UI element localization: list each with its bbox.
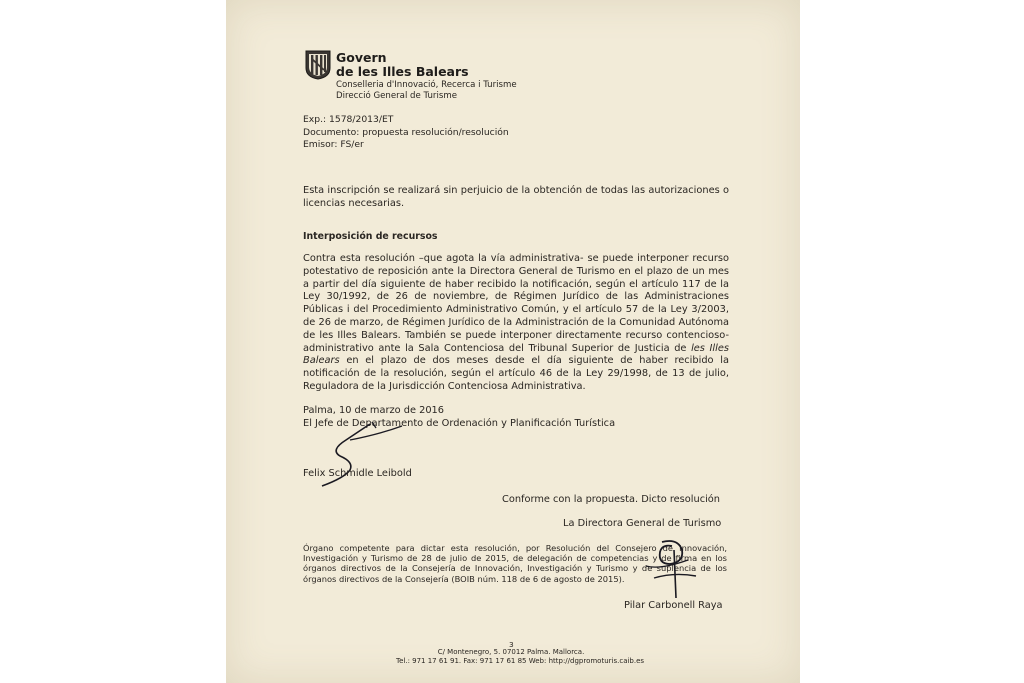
competence-footnote: Órgano competente para dictar esta resolución, por Resolución del Consejero de Innovación, Investigación y Turismo de 28 de julio de 2015, de delegación de competencias y de firma en los órganos directivos de la Consejería de Innovación, Investigación y Turismo y de suplencia de los órganos directivos de la Consejería (BOIB núm. 118 de 6 de agosto de 2015). <box>303 543 727 584</box>
paragraph-recursos-part1: Contra esta resolución –que agota la vía administrativa- se puede interponer recurso potestativo de reposición ante la Directora General de Turismo en el plazo de un mes a partir del día siguiente de haber recibido la notificación, según el artículo 117 de la Ley 30/1992, de 26 de noviembre, de Régimen Jurídico de las Administraciones Públicas i del Procedimiento Administrativo Común, y el artículo 57 de la Ley 3/2003, de 26 de marzo, de Régimen Jurídico de la Administración de la Comunidad Autónoma de les Illes Balears. También se puede interponer directamente recurso contencioso-administrativo ante la Sala Contenciosa del Tribunal Superior de Justicia de <box>303 253 729 354</box>
approval-line: Conforme con la propuesta. Dicto resolución <box>502 494 721 505</box>
document-type: Documento: propuesta resolución/resolución <box>303 126 509 138</box>
paragraph-recursos <box>303 253 729 394</box>
department-line1: Conselleria d'Innovació, Recerca i Turisme <box>336 80 517 90</box>
footer-contact: Tel.: 971 17 61 91. Fax: 971 17 61 85 Web: http://dgpromoturis.caib.es <box>396 657 645 665</box>
org-name-line1: Govern <box>336 50 387 65</box>
paragraph-recursos-part2: en el plazo de dos meses desde el día siguiente de haber recibido la notificación de la resolución, según el artículo 46 de la Ley 29/1998, de 13 de julio, Reguladora de la Jurisdicción Contenciosa Administrativa. <box>303 355 729 392</box>
signature-block-1 <box>303 404 615 430</box>
emisor: Emisor: FS/er <box>303 139 364 150</box>
page-number: 3 <box>509 640 514 649</box>
balearic-coat-of-arms-icon <box>305 50 331 80</box>
org-name <box>336 51 469 79</box>
paragraph-inscription: Esta inscripción se realizará sin perjuicio de la obtención de todas las autorizaciones o licencias necesarias. <box>303 185 729 209</box>
place-date: Palma, 10 de marzo de 2016 <box>303 405 445 416</box>
org-name-line2: de les Illes Balears <box>336 64 469 79</box>
signer1-name: Felix Schmidle Leibold <box>303 468 412 479</box>
footer-address: C/ Montenegro, 5. 07012 Palma. Mallorca. <box>437 648 585 656</box>
signer2-name: Pilar Carbonell Raya <box>624 600 723 611</box>
section-heading: Interposición de recursos <box>303 231 438 242</box>
paragraph-recursos-italic: les Illes Balears <box>303 342 729 367</box>
exp-number: Exp.: 1578/2013/ET <box>303 114 394 125</box>
approval-title: La Directora General de Turismo <box>563 518 722 529</box>
department <box>336 80 517 102</box>
signer1-title: El Jefe de Departamento de Ordenación y Planificación Turística <box>303 418 616 429</box>
department-line2: Direcció General de Turisme <box>336 91 457 101</box>
document-meta <box>303 114 509 152</box>
